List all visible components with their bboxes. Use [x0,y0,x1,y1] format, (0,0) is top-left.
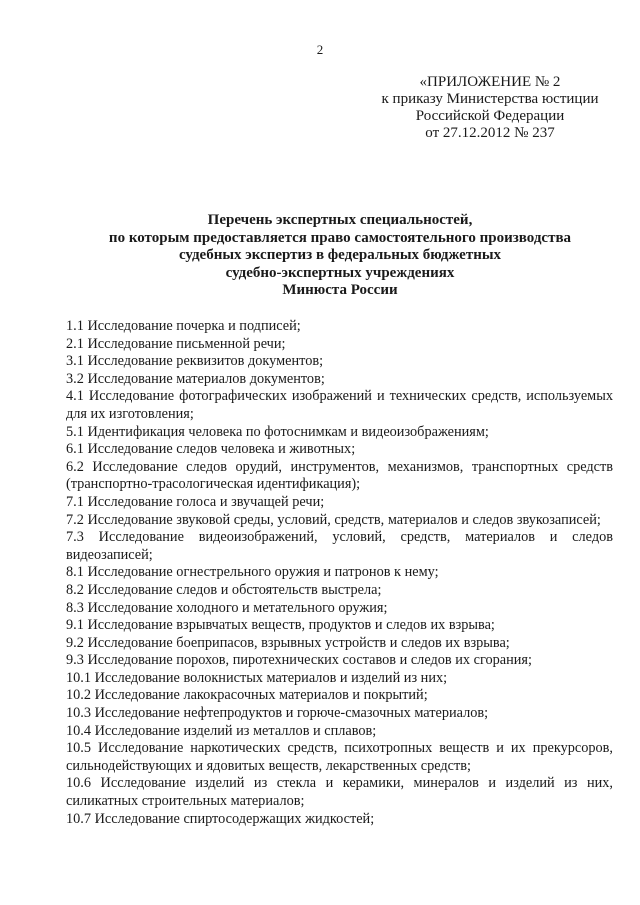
list-item: 2.1 Исследование письменной речи; [66,335,286,352]
specialty-list [66,318,613,828]
list-item: 1.1 Исследование почерка и подписей; [66,318,301,334]
list-item: 10.5 Исследование наркотических средств, психотропных веществ и их прекурсоров, сильнодействующих и ядовитых веществ, лекарственных средств; [66,740,613,774]
list-item: 8.3 Исследование холодного и метательного оружия; [66,599,388,616]
list-item: 6.2 Исследование следов орудий, инструментов, механизмов, транспортных средств (транспортно-трасологическая идентификация); [66,458,613,493]
list-item: 7.3 Исследование видеоизображений, условий, средств, материалов и следов видеозаписей; [66,529,613,563]
title-line-2: по которым предоставляется право самостоятельного производства [108,229,572,246]
title-line-1: Перечень экспертных специальностей, [207,212,473,228]
title-line-4: судебно-экспертных учреждениях [225,264,455,281]
list-item: 8.1 Исследование огнестрельного оружия и патронов к нему; [66,564,439,581]
list-item: 10.3 Исследование нефтепродуктов и горюче-смазочных материалов; [66,705,489,722]
list-item: 9.1 Исследование взрывчатых веществ, продуктов и следов их взрыва; [66,617,495,634]
document-title [40,212,640,300]
list-item: 9.2 Исследование боеприпасов, взрывных устройств и следов их взрыва; [66,634,510,651]
appendix-country: Российской Федерации [415,108,565,124]
appendix-header [360,74,620,142]
list-item: 5.1 Идентификация человека по фотоснимкам и видеоизображениям; [66,423,489,440]
list-item: 10.6 Исследование изделий из стекла и керамики, минералов и изделий из них, силикатных строительных материалов; [66,775,613,810]
appendix-order-ref: к приказу Министерства юстиции [381,91,599,107]
list-item: 10.4 Исследование изделий из металлов и сплавов; [66,722,377,739]
list-item: 10.1 Исследование волокнистых материалов и изделий из них; [66,669,448,686]
list-item: 4.1 Исследование фотографических изображений и технических средств, используемых для их изготовления; [66,388,613,422]
list-item: 8.2 Исследование следов и обстоятельств выстрела; [66,581,382,598]
list-item: 10.7 Исследование спиртосодержащих жидкостей; [66,810,375,827]
appendix-title: «ПРИЛОЖЕНИЕ № 2 [419,74,561,90]
page-number: 2 [316,42,324,57]
list-item: 3.1 Исследование реквизитов документов; [66,353,324,370]
list-item: 9.3 Исследование порохов, пиротехнических составов и следов их сгорания; [66,652,532,669]
list-item: 3.2 Исследование материалов документов; [66,370,325,387]
list-item: 7.2 Исследование звуковой среды, условий, средств, материалов и следов звукозаписей; [66,511,601,528]
list-item: 6.1 Исследование следов человека и животных; [66,441,356,458]
title-line-5: Минюста России [282,282,398,298]
list-item: 7.1 Исследование голоса и звучащей речи; [66,493,325,510]
list-item: 10.2 Исследование лакокрасочных материалов и покрытий; [66,687,428,704]
title-line-3: судебных экспертиз в федеральных бюджетных [178,247,502,263]
appendix-date-number: от 27.12.2012 № 237 [425,125,555,141]
